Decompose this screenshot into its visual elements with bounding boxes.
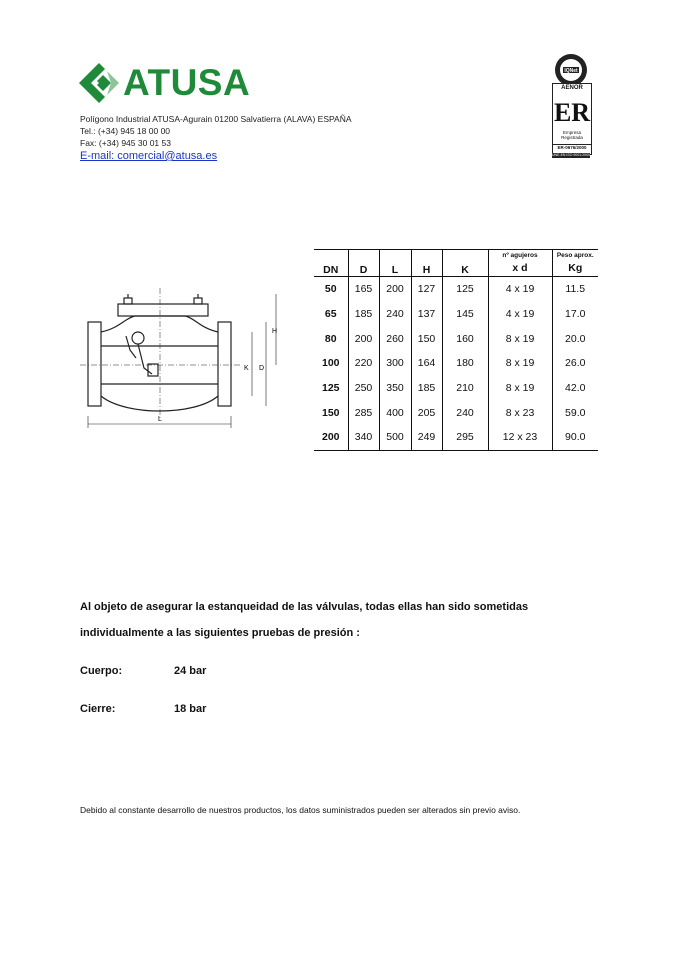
iqnet-label: IQNet — [564, 68, 578, 74]
cell-dn: 80 — [324, 332, 337, 345]
cell-dn: 100 — [321, 357, 340, 370]
cell-holes: 4 x 19 — [488, 302, 552, 327]
header-holes-main: x d — [512, 262, 528, 274]
cell-weight: 11.5 — [552, 277, 598, 302]
right-flange — [218, 322, 231, 406]
dim-label-h: H — [272, 328, 278, 335]
aenor-line2: Registrada — [561, 135, 583, 140]
header-weight — [552, 250, 598, 277]
header-l: L — [379, 250, 411, 277]
company-address: Polígono Industrial ATUSA-Agurain 01200 Salvatierra (ALAVA) ESPAÑA — [80, 114, 352, 124]
atusa-diamond-icon — [77, 60, 121, 106]
cell-d: 220 — [348, 351, 379, 376]
company-logo — [77, 60, 277, 106]
er-mark-icon — [553, 93, 591, 129]
er-symbol: ER — [553, 98, 591, 127]
cell-l: 400 — [379, 400, 411, 425]
cierre-label: Cierre: — [80, 703, 116, 715]
cell-k: 145 — [442, 302, 488, 327]
cell-dn: 50 — [324, 283, 337, 296]
cell-d: 200 — [348, 326, 379, 351]
header-weight-main: Kg — [568, 262, 583, 274]
aenor-certification — [552, 83, 592, 155]
cell-h: 249 — [411, 425, 442, 450]
cell-holes: 4 x 19 — [488, 277, 552, 302]
aenor-line1: Empresa — [562, 130, 581, 135]
cell-weight: 59.0 — [552, 400, 598, 425]
cell-holes: 8 x 19 — [488, 351, 552, 376]
dim-label-l: L — [158, 416, 162, 423]
cell-k: 210 — [442, 376, 488, 401]
company-email-link[interactable]: E-mail: comercial@atusa.es — [80, 150, 218, 162]
table-row — [314, 351, 598, 376]
cell-weight: 20.0 — [552, 326, 598, 351]
cell-d: 165 — [348, 277, 379, 302]
cell-k: 240 — [442, 400, 488, 425]
table-row — [314, 425, 598, 450]
disclaimer-note: Debido al constante desarrollo de nuestros productos, los datos suministrados pueden ser alterados sin previo aviso. — [80, 805, 521, 815]
cuerpo-label: Cuerpo: — [80, 665, 123, 677]
cell-d: 340 — [348, 425, 379, 450]
header-weight-top: Peso aprox. — [556, 252, 594, 259]
cell-l: 200 — [379, 277, 411, 302]
table-row — [314, 277, 598, 302]
cell-l: 350 — [379, 376, 411, 401]
header-dn: DN — [323, 264, 339, 276]
cell-dn: 200 — [321, 431, 340, 444]
aenor-number: ER-0676/2000 — [553, 144, 591, 150]
cell-h: 164 — [411, 351, 442, 376]
cell-d: 285 — [348, 400, 379, 425]
cell-holes: 8 x 19 — [488, 326, 552, 351]
cell-weight: 26.0 — [552, 351, 598, 376]
cell-h: 205 — [411, 400, 442, 425]
company-fax: Fax: (+34) 945 30 01 53 — [80, 138, 171, 148]
pressure-test-intro-cont: individualmente a las siguientes pruebas de presión : — [80, 627, 360, 639]
header-k: K — [442, 250, 488, 277]
cell-h: 150 — [411, 326, 442, 351]
company-name: ATUSA — [123, 62, 251, 103]
dim-label-d: D — [259, 365, 265, 372]
pressure-test-intro: Al objeto de asegurar la estanqueidad de las válvulas, todas ellas han sido sometidas — [80, 601, 529, 613]
cell-holes: 8 x 23 — [488, 400, 552, 425]
header-holes — [488, 250, 552, 277]
cell-h: 127 — [411, 277, 442, 302]
company-tel: Tel.: (+34) 945 18 00 00 — [80, 126, 171, 136]
cell-dn: 65 — [324, 308, 337, 321]
cell-l: 260 — [379, 326, 411, 351]
cell-k: 125 — [442, 277, 488, 302]
cell-k: 295 — [442, 425, 488, 450]
cell-k: 160 — [442, 326, 488, 351]
cell-l: 240 — [379, 302, 411, 327]
cell-l: 500 — [379, 425, 411, 450]
dimensions-table — [314, 249, 598, 451]
table-header-row — [314, 250, 598, 277]
table-row — [314, 400, 598, 425]
cell-weight: 90.0 — [552, 425, 598, 450]
cell-l: 300 — [379, 351, 411, 376]
aenor-standard: UNE-EN ISO 9001:2000 — [552, 153, 590, 157]
table-row — [314, 376, 598, 401]
left-flange — [88, 322, 101, 406]
cell-weight: 17.0 — [552, 302, 598, 327]
cell-holes: 12 x 23 — [488, 425, 552, 450]
dim-label-k: K — [244, 365, 249, 372]
cell-d: 185 — [348, 302, 379, 327]
header-holes-top: nº agujeros — [502, 252, 538, 259]
cell-dn: 125 — [321, 382, 340, 395]
cell-dn: 150 — [321, 406, 340, 419]
cell-h: 185 — [411, 376, 442, 401]
cell-holes: 8 x 19 — [488, 376, 552, 401]
cell-h: 137 — [411, 302, 442, 327]
header-h: H — [411, 250, 442, 277]
aenor-title: AENOR — [561, 85, 583, 91]
cierre-value: 18 bar — [174, 703, 207, 715]
valve-drawing — [80, 288, 280, 433]
header-d: D — [348, 250, 379, 277]
table-row — [314, 302, 598, 327]
cuerpo-value: 24 bar — [174, 665, 207, 677]
cell-k: 180 — [442, 351, 488, 376]
cell-d: 250 — [348, 376, 379, 401]
cell-weight: 42.0 — [552, 376, 598, 401]
table-row — [314, 326, 598, 351]
